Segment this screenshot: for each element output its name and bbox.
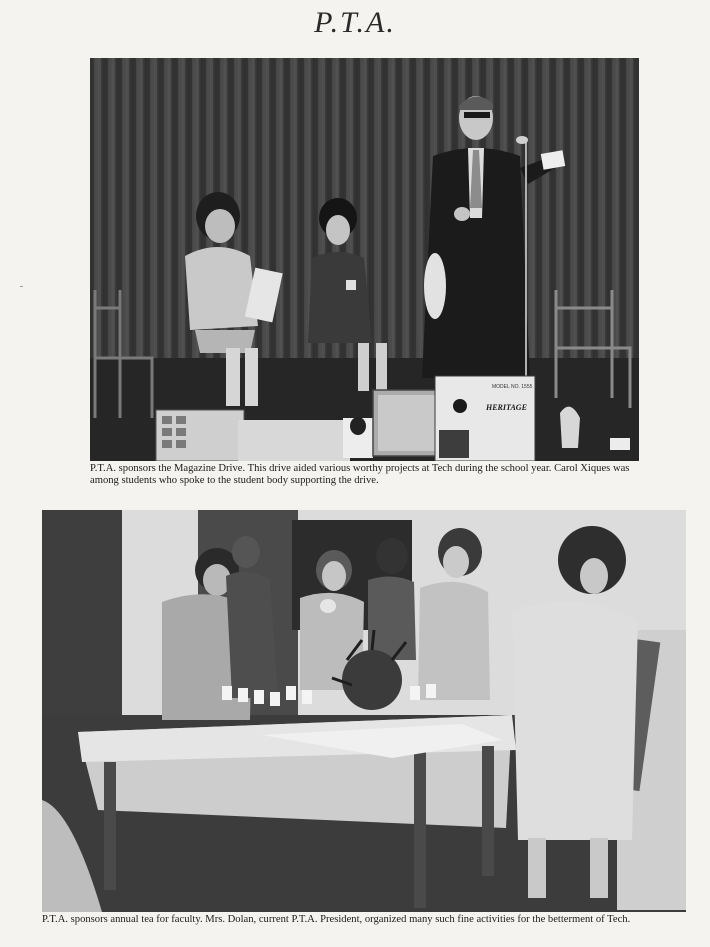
magazine-drive-caption: P.T.A. sponsors the Magazine Drive. This drive aided various worthy projects at Tech during the school year. Carol Xiques was among students who spoke to the student body supporting the drive. <box>90 463 630 486</box>
faculty-tea-scene <box>42 510 686 912</box>
faculty-tea-photo <box>42 510 686 912</box>
heritage-label: HERITAGE <box>486 403 527 412</box>
model-label: MODEL NO. 1555 <box>492 384 533 390</box>
magazine-drive-photo <box>90 58 639 461</box>
paper-speck <box>20 286 23 287</box>
magazine-drive-scene <box>90 58 639 461</box>
hat <box>424 253 446 319</box>
page-title: P.T.A. <box>314 6 396 39</box>
faculty-tea-caption: P.T.A. sponsors annual tea for faculty. Mrs. Dolan, current P.T.A. President, organized many such fine activities for the betterment of Tech. <box>42 914 631 925</box>
